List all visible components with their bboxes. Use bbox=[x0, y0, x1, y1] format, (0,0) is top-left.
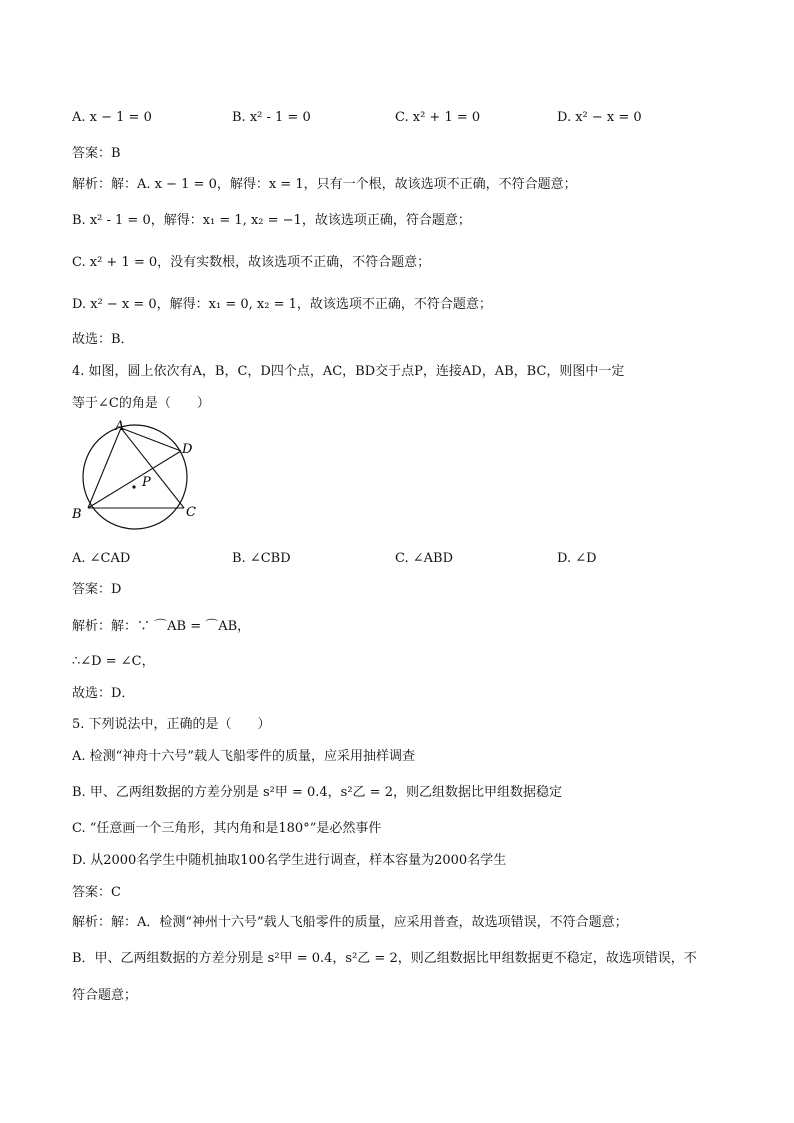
segment-bd bbox=[88, 451, 181, 508]
q3-option-d: D. x² − x = 0 bbox=[557, 110, 642, 125]
q4-option-d: D. ∠D bbox=[557, 551, 597, 566]
point-p-dot bbox=[132, 485, 135, 488]
label-c: C bbox=[186, 505, 196, 520]
q3-analysis-line: C. x² + 1 = 0，没有实数根，故该选项不正确，不符合题意； bbox=[72, 255, 431, 270]
circle bbox=[83, 425, 187, 529]
q4-option-c: C. ∠ABD bbox=[395, 551, 454, 566]
label-d: D bbox=[182, 442, 193, 457]
label-a: A bbox=[115, 420, 125, 434]
q4-choose: 故选：D． bbox=[72, 686, 135, 701]
q3-analysis-line: 解析：解：A. x − 1 = 0，解得：x = 1，只有一个根，故该选项不正确，不符合题意； bbox=[72, 177, 577, 192]
q4-analysis-line: 解析：解：∵ ⌒AB = ⌒AB， bbox=[72, 619, 251, 634]
q5-analysis-line: B．甲、乙两组数据的方差分别是 s²甲 = 0.4，s²乙 = 2，则乙组数据比甲组数据更不稳定，故选项错误，不 bbox=[72, 951, 697, 966]
q5-option-d: D. 从2000名学生中随机抽取100名学生进行调查，样本容量为2000名学生 bbox=[72, 853, 507, 868]
q3-option-b: B. x² - 1 = 0 bbox=[232, 110, 311, 125]
q3-option-c: C. x² + 1 = 0 bbox=[395, 110, 481, 125]
q3-answer: 答案：B bbox=[72, 146, 121, 161]
q4-answer: 答案：D bbox=[72, 582, 122, 597]
segment-ab bbox=[88, 428, 121, 508]
q3-choose: 故选：B． bbox=[72, 332, 134, 347]
label-p: P bbox=[142, 475, 151, 490]
label-b: B bbox=[72, 507, 82, 522]
q4-option-a: A. ∠CAD bbox=[72, 551, 131, 566]
q5-option-c: C. “任意画一个三角形，其内角和是180°”是必然事件 bbox=[72, 821, 382, 836]
q3-option-a: A. x − 1 = 0 bbox=[72, 110, 152, 125]
q5-answer: 答案：C bbox=[72, 885, 121, 900]
q5-analysis-line: 符合题意； bbox=[72, 988, 138, 1003]
q3-analysis-line: B. x² - 1 = 0，解得：x₁ = 1, x₂ = −1，故该选项正确，符合题意； bbox=[72, 213, 471, 228]
q4-stem: 4. 如图，圆上依次有A，B，C，D四个点，AC，BD交于点P，连接AD，AB，BC，则图中一定 bbox=[72, 364, 625, 379]
q5-stem: 5. 下列说法中，正确的是（ ） bbox=[72, 717, 271, 732]
q3-analysis-line: D. x² − x = 0，解得：x₁ = 0, x₂ = 1，故该选项不正确，不符合题意； bbox=[72, 297, 492, 312]
q5-option-b: B. 甲、乙两组数据的方差分别是 s²甲 = 0.4，s²乙 = 2，则乙组数据比甲组数据稳定 bbox=[72, 785, 562, 800]
q4-stem: 等于∠C的角是（ ） bbox=[72, 396, 210, 411]
q4-analysis-line: ∴∠D = ∠C， bbox=[72, 654, 155, 669]
circle-geometry-figure bbox=[72, 420, 212, 538]
q5-option-a: A. 检测“神舟十六号”载人飞船零件的质量，应采用抽样调查 bbox=[72, 749, 415, 764]
q5-analysis-line: 解析：解：A．检测“神州十六号”载人飞船零件的质量，应采用普查，故选项错误，不符合题意； bbox=[72, 915, 628, 930]
q4-option-b: B. ∠CBD bbox=[232, 551, 291, 566]
